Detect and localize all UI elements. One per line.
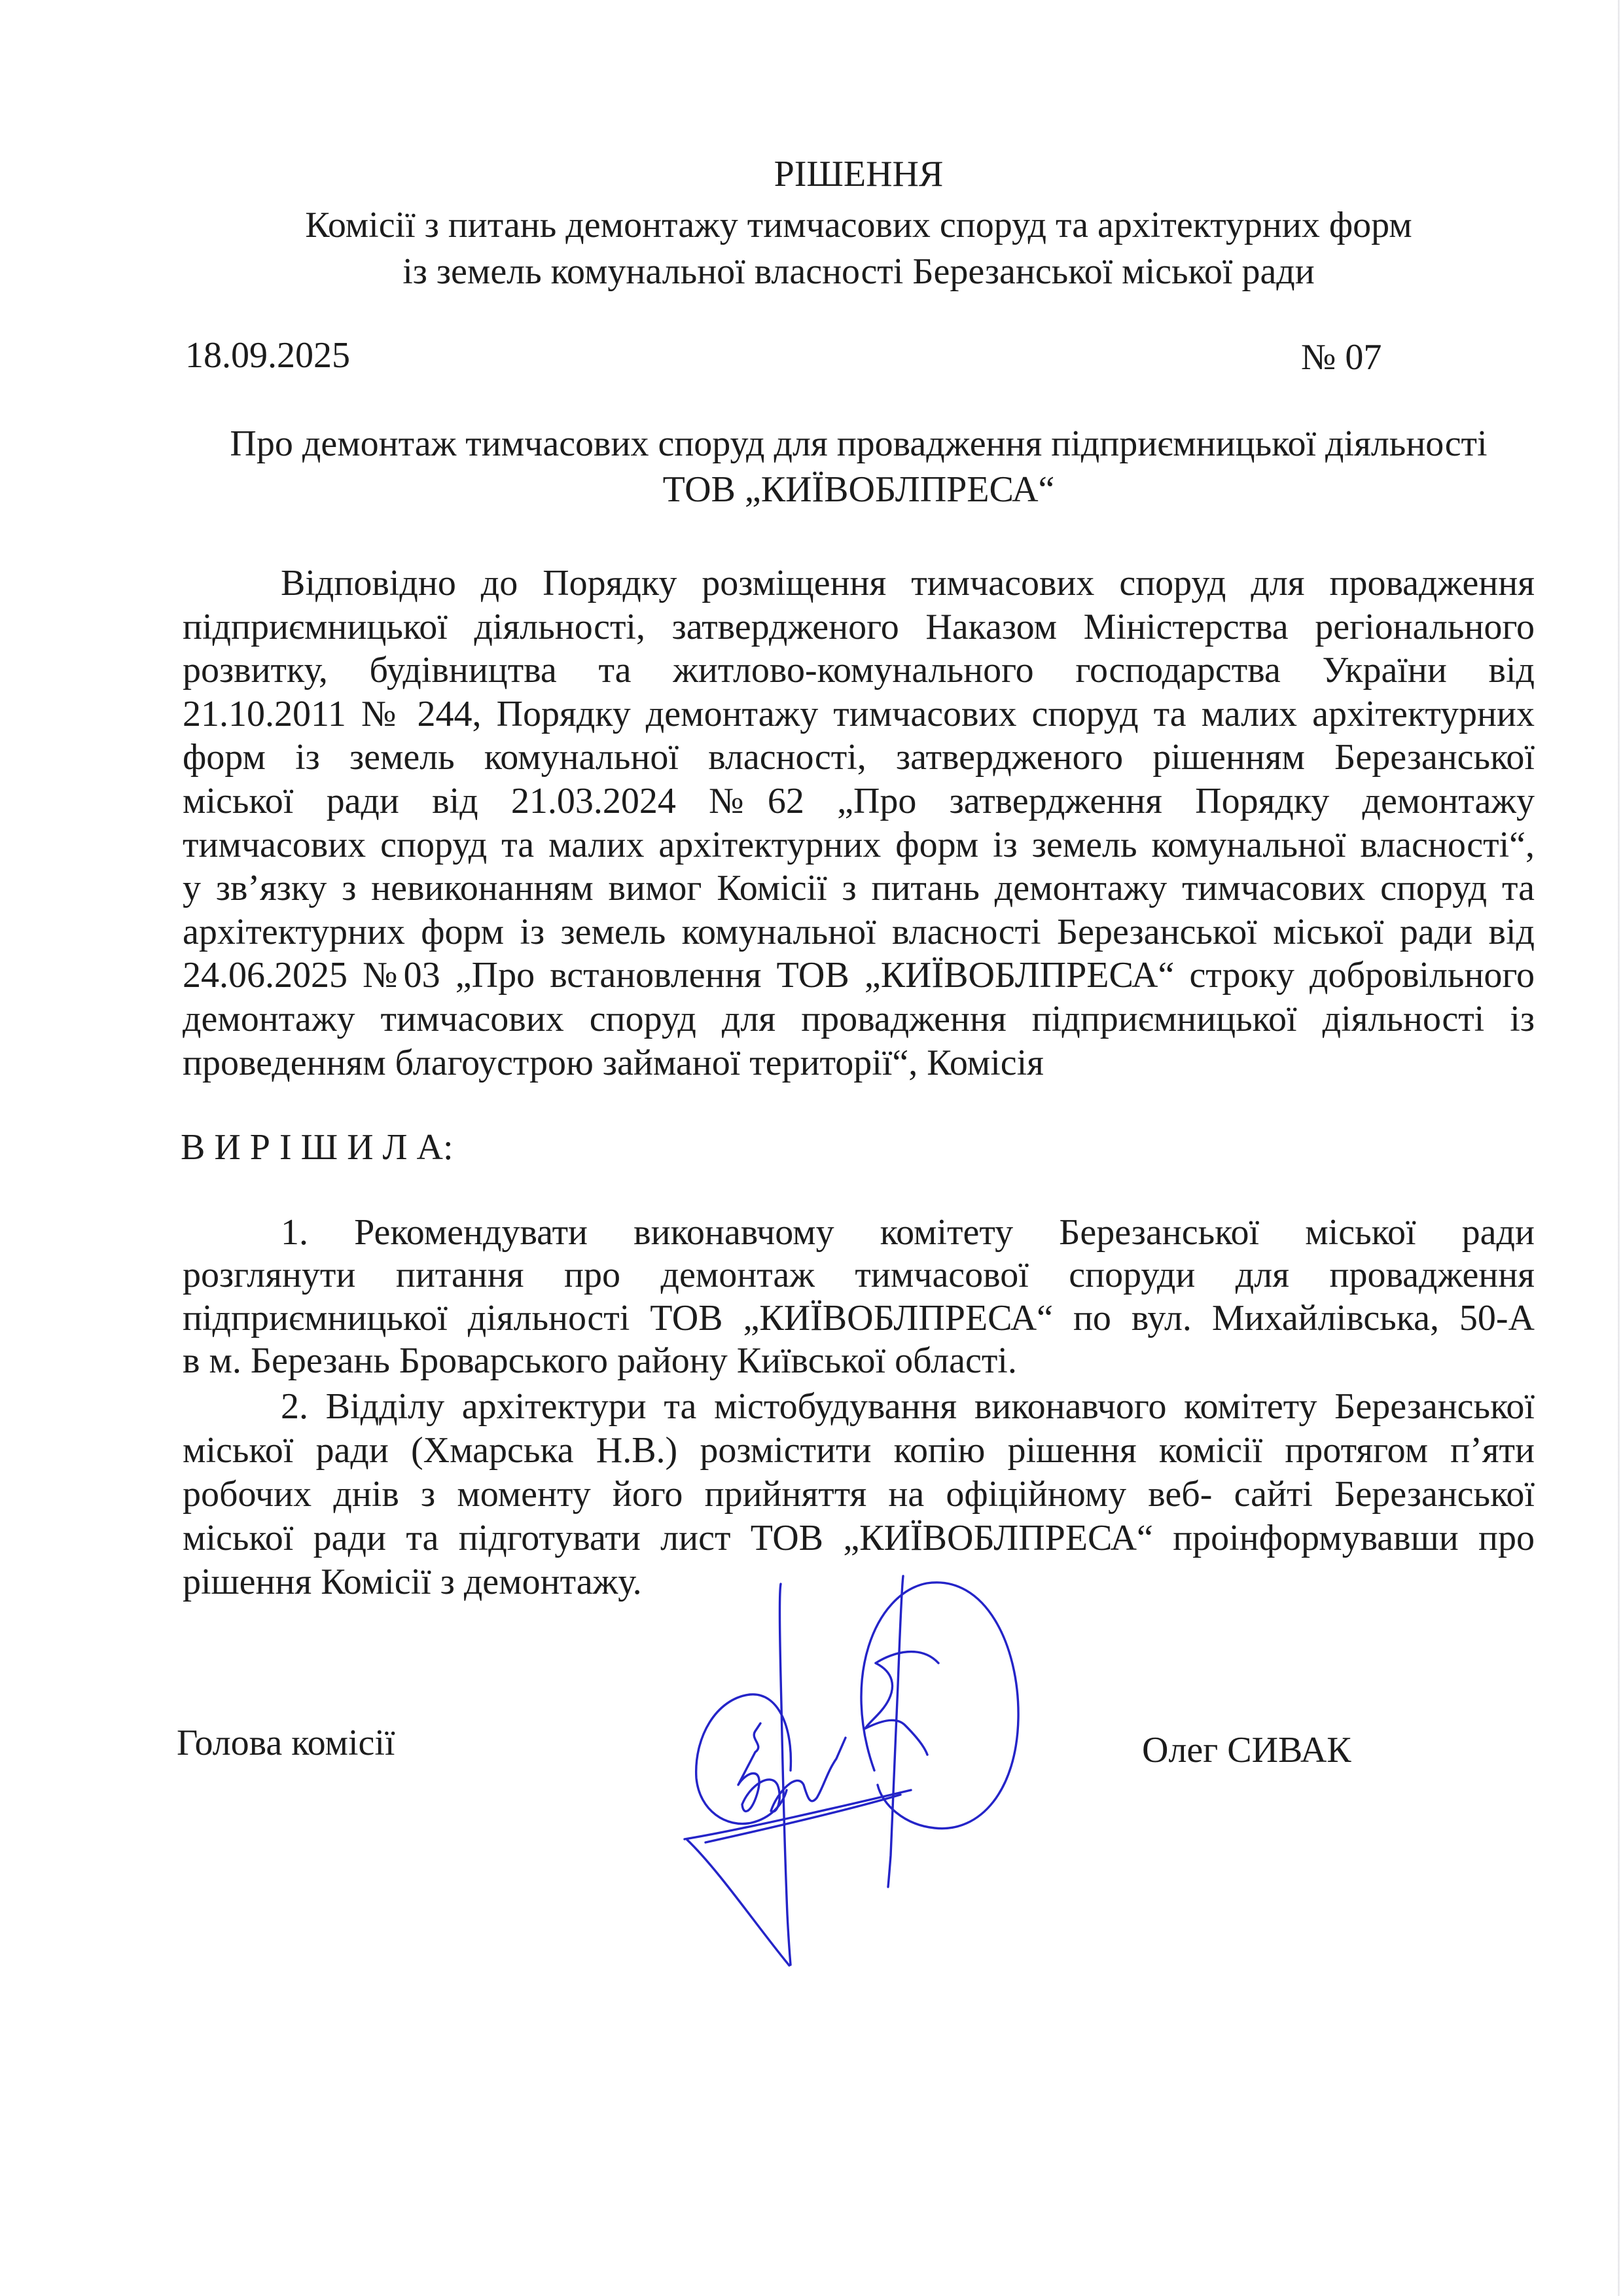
signature-stroke [779,1584,791,1965]
document-title: РІШЕННЯ [774,154,944,194]
signatory-position: Голова комісії [177,1723,395,1763]
decision-item-line: підприємницької діяльності ТОВ „КИЇВОБЛПРЕСА“ по вул. Михайлівська, 50-А [183,1298,1535,1338]
preamble-line: підприємницької діяльності, затвердженого Наказом Міністерства регіонального [183,607,1535,647]
document-date: 18.09.2025 [185,335,350,376]
preamble-line: форм із земель комунальної власності, затвердженого рішенням Березанської [183,737,1535,778]
decision-item-line: міської ради та підготувати лист ТОВ „КИЇВОБЛПРЕСА“ проінформувавши про [183,1518,1535,1558]
preamble-line: 24.06.2025 №03 „Про встановлення ТОВ „КИЇВОБЛПРЕСА“ строку добровільного [183,955,1535,996]
preamble-line: розвитку, будівництва та житлово-комунального господарства України від [183,650,1535,691]
signatory-name: Олег СИВАК [1142,1730,1351,1770]
preamble-line: Відповідно до Порядку розміщення тимчасових споруд для провадження [281,563,1535,603]
decision-item-line: в м. Березань Броварського району Київської області. [183,1340,1017,1381]
preamble-line: демонтажу тимчасових споруд для провадження підприємницької діяльності із [183,999,1535,1039]
preamble-line: 21.10.2011 № 244, Порядку демонтажу тимчасових споруд та малих архітектурних [183,694,1535,734]
signature-stroke [876,1652,938,1663]
scan-edge-artifact [1618,0,1620,2296]
subject-line: ТОВ „КИЇВОБЛПРЕСА“ [662,469,1055,510]
preamble-line: у зв’язку з невиконанням вимог Комісії з питань демонтажу тимчасових споруд та [183,868,1535,908]
decision-item-line: рішення Комісії з демонтажу. [183,1562,642,1602]
decision-item-line: розглянути питання про демонтаж тимчасової споруди для провадження [183,1255,1535,1295]
preamble-line: міської ради від 21.03.2024 №62 „Про затвердження Порядку демонтажу [183,781,1535,821]
subject-line: Про демонтаж тимчасових споруд для провадження підприємницької діяльності [230,423,1488,464]
preamble-line: тимчасових споруд та малих архітектурних форм із земель комунальної власності“, [183,825,1535,865]
issuer-line: із земель комунальної власності Березанської міської ради [402,251,1315,292]
signature-stroke [738,1723,846,1812]
signature-stroke [696,1695,791,1824]
decision-label: В И Р І Ш И Л А: [181,1127,454,1168]
document-number: № 07 [1301,337,1382,378]
preamble-line: проведенням благоустрою займаної території“, Комісія [183,1043,1044,1083]
signature-stroke [705,1795,901,1842]
decision-item-line: міської ради (Хмарська Н.В.) розмістити копію рішення комісії протягом п’яти [183,1430,1535,1471]
handwritten-signature-icon [678,1574,1025,1973]
issuer-line: Комісії з питань демонтажу тимчасових споруд та архітектурних форм [305,205,1412,245]
decision-item-line: 1. Рекомендувати виконавчому комітету Березанської міської ради [281,1212,1535,1253]
decision-item-line: робочих днів з моменту його прийняття на офіційному веб- сайті Березанської [183,1474,1535,1515]
signature-stroke [888,1576,903,1887]
preamble-line: архітектурних форм із земель комунальної власності Березанської міської ради від [183,912,1535,952]
signature-stroke [685,1790,911,1839]
signature-stroke [687,1840,789,1965]
decision-item-line: 2. Відділу архітектури та містобудування виконавчого комітету Березанської [281,1386,1535,1427]
